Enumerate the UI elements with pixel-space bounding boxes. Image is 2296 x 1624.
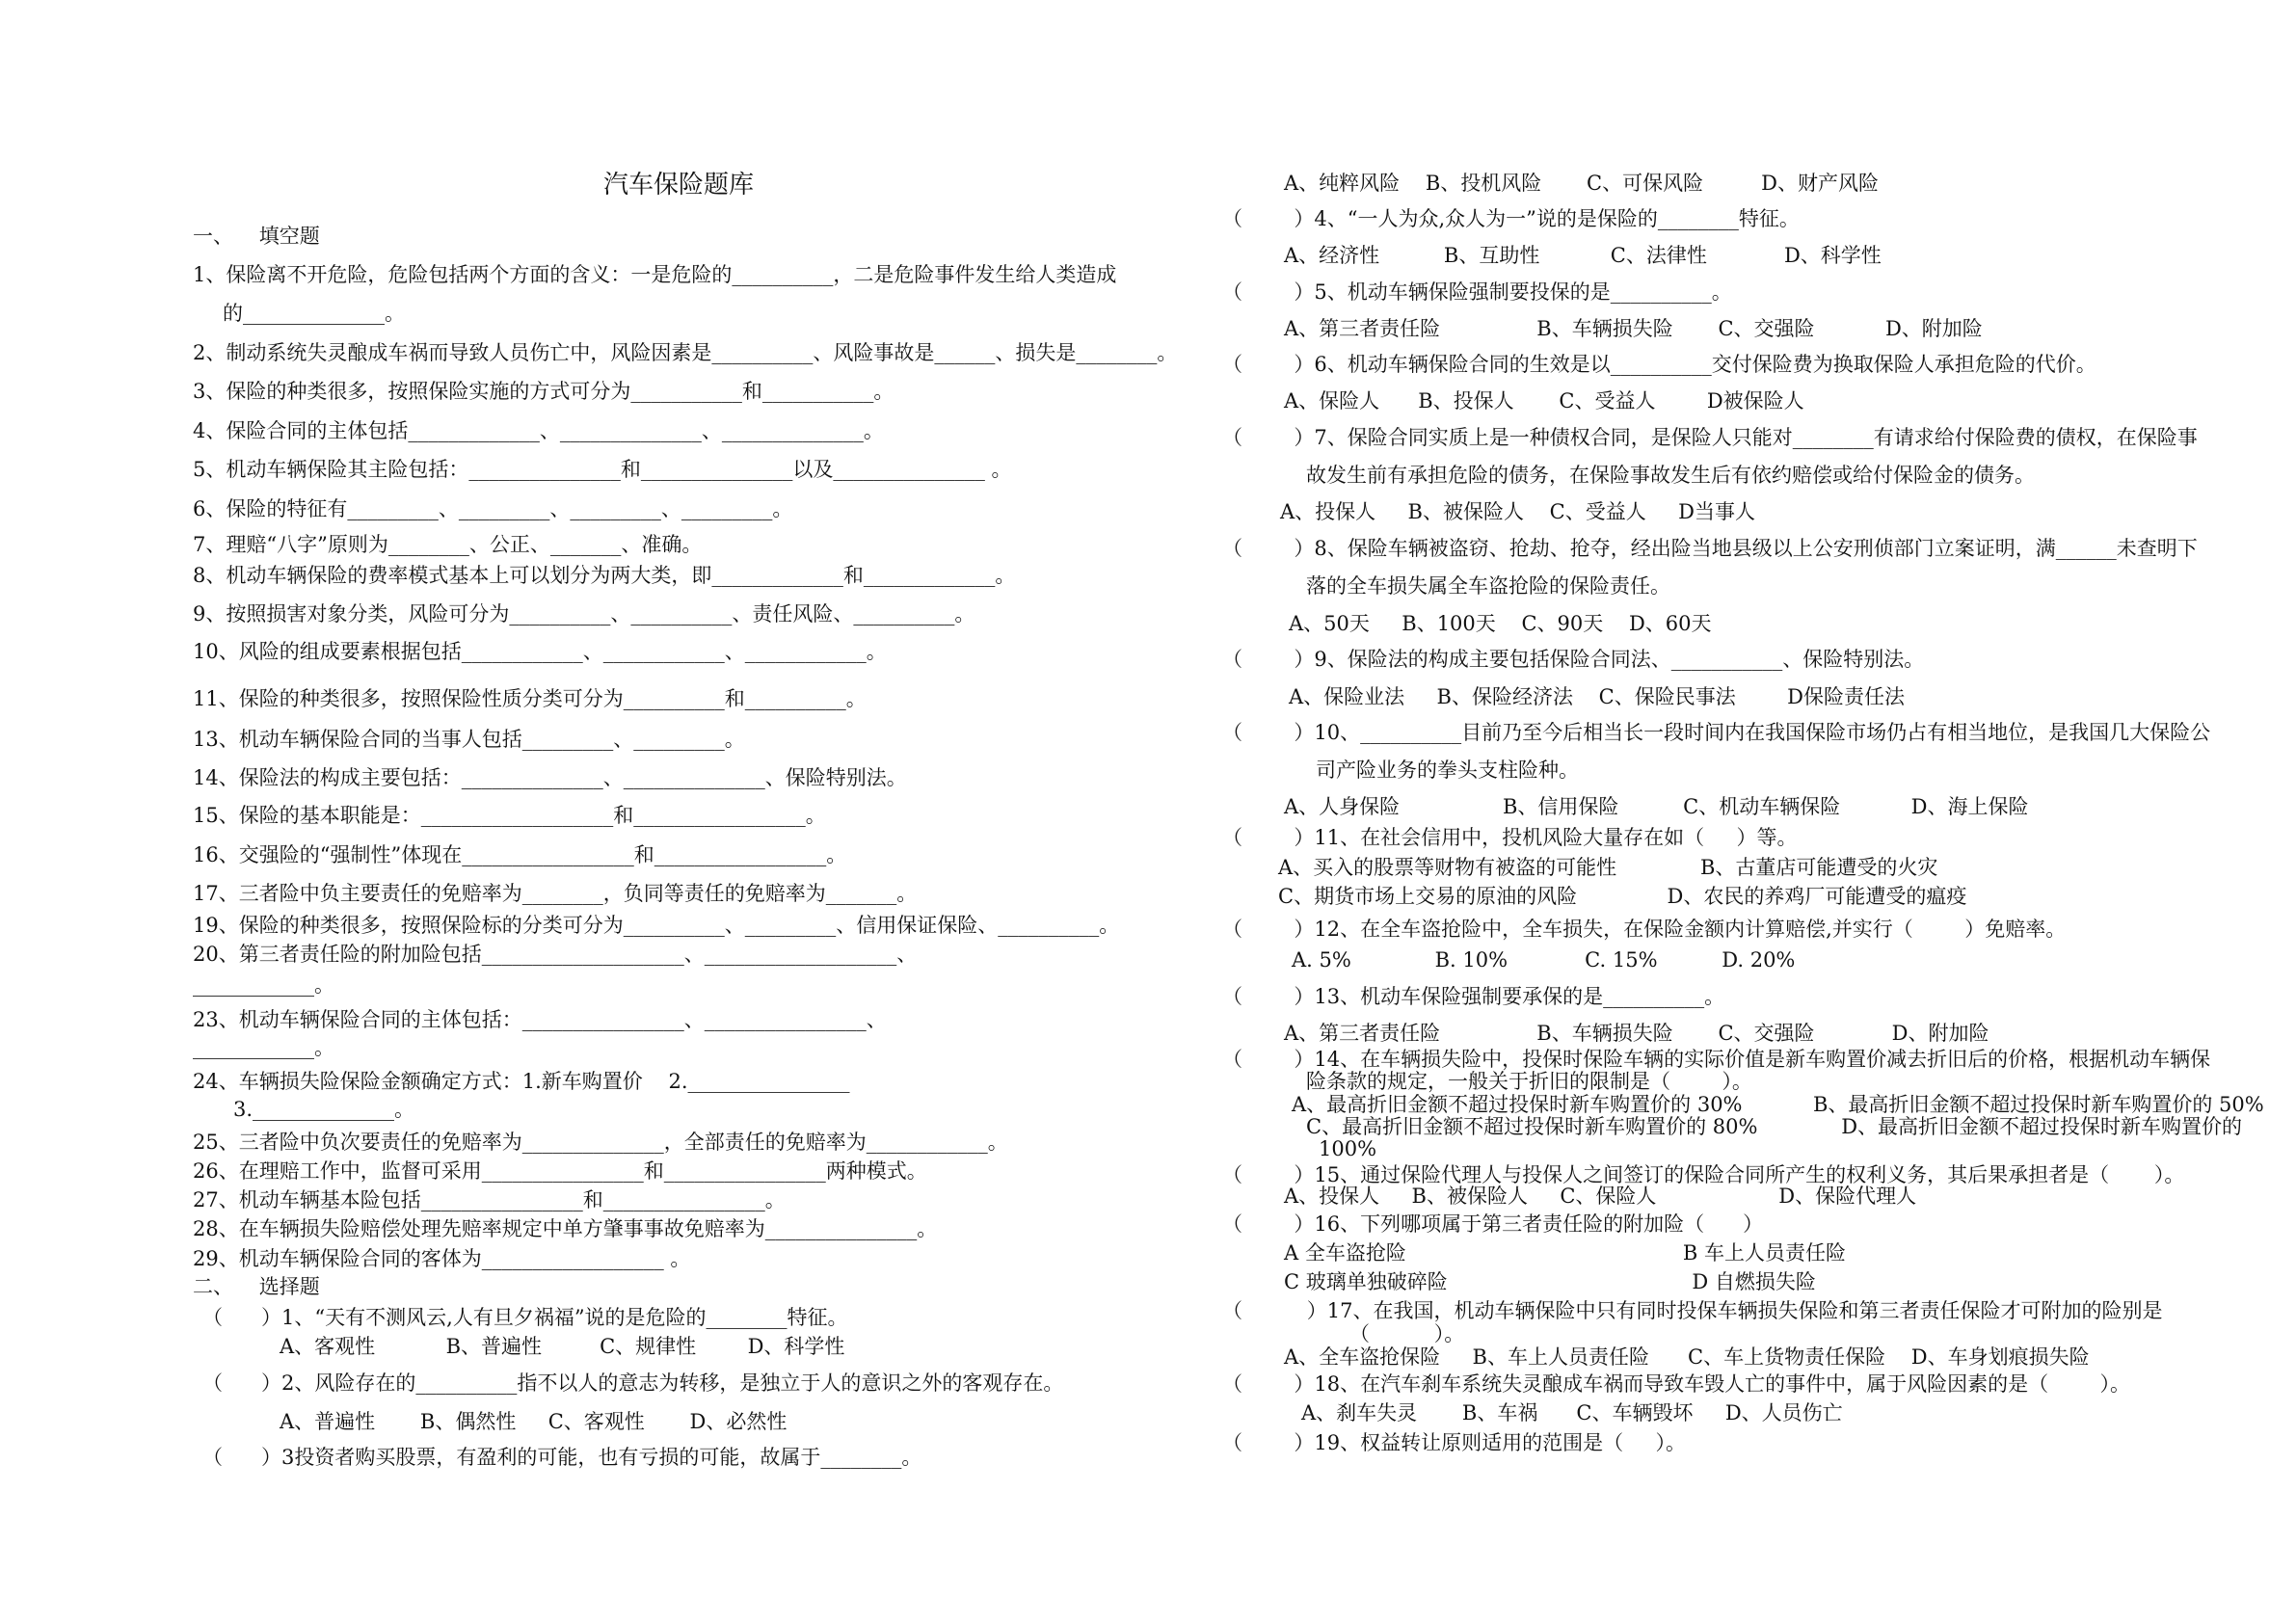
question-line: 1、保险离不开危险，危险包括两个方面的含义：一是危险的__________，二是危险事件发生给人类造成 <box>193 263 1117 286</box>
question-line: 17、三者险中负主要责任的免赔率为________，负同等责任的免赔率为_______。 <box>193 882 918 905</box>
question-line: （ ）12、在全车盗抢险中，全车损失，在保险金额内计算赔偿,并实行（ ）免赔率。 <box>1222 918 2067 941</box>
question-line: （ ）2、风险存在的__________指不以人的意志为转移，是独立于人的意识之外的客观存在。 <box>202 1371 1064 1395</box>
question-line: 故发生前有承担危险的债务，在保险事故发生后有依约赔偿或给付保险金的债务。 <box>1306 464 2035 487</box>
option-line: A、第三者责任险 B、车辆损失险 C、交强险 D、附加险 <box>1284 1022 1989 1045</box>
question-line: （ ）17、在我国，机动车辆保险中只有同时投保车辆损失保险和第三者责任保险才可附加的险别是 <box>1222 1299 2163 1322</box>
question-line: （ ）16、下列哪项属于第三者责任险的附加险（ ） <box>1222 1212 1764 1236</box>
question-line: 4、保险合同的主体包括_____________、______________、______________。 <box>193 419 884 442</box>
option-line: C 玻璃单独破碎险 D 自燃损失险 <box>1284 1270 1816 1293</box>
option-line: 100% <box>1319 1137 1377 1160</box>
question-line: 28、在车辆损失险赔偿处理先赔率规定中单方肇事事故免赔率为_______________。 <box>193 1217 938 1240</box>
question-line: 19、保险的种类很多，按照保险标的分类可分为__________、_________、信用保证保险、__________。 <box>193 914 1120 937</box>
question-line: 20、第三者责任险的附加险包括____________________、___________________、 <box>193 943 918 966</box>
question-line: 2、制动系统失灵酿成车祸而导致人员伤亡中，风险因素是__________、风险事故是______、损失是________。 <box>193 341 1178 364</box>
question-line: （ ）3投资者购买股票，有盈利的可能，也有亏损的可能，故属于________。 <box>202 1446 922 1469</box>
question-line: 24、车辆损失险保险金额确定方式：1.新车购置价 2.________________ <box>193 1070 850 1093</box>
page-title: 汽车保险题库 <box>603 171 755 200</box>
question-line: （ ）6、机动车辆保险合同的生效是以__________交付保险费为换取保险人承担危险的代价。 <box>1222 353 2096 376</box>
question-line: 险条款的规定，一般关于折旧的限制是（ ）。 <box>1306 1070 1752 1093</box>
question-line: 3、保险的种类很多，按照保险实施的方式可分为___________和___________。 <box>193 380 894 403</box>
question-line: ____________。 <box>193 973 334 997</box>
option-line: A、投保人 B、被保险人 C、保险人 D、保险代理人 <box>1284 1185 1917 1208</box>
question-line: 10、风险的组成要素根据包括____________、____________、____________。 <box>193 640 887 663</box>
question-line: （ ）5、机动车辆保险强制要投保的是__________。 <box>1222 280 1732 304</box>
option-line: A、全车盗抢保险 B、车上人员责任险 C、车上货物责任保险 D、车身划痕损失险 <box>1284 1345 2090 1369</box>
question-line: ____________。 <box>193 1036 334 1059</box>
question-line: （ ）8、保险车辆被盗窃、抢劫、抢夺，经出险当地县级以上公安刑侦部门立案证明，满______未查明下 <box>1222 537 2198 560</box>
question-line: 23、机动车辆保险合同的主体包括：________________、________________、 <box>193 1008 887 1031</box>
option-line: A、50天 B、100天 C、90天 D、60天 <box>1289 612 1712 635</box>
question-line: 26、在理赔工作中，监督可采用________________和________________两种模式。 <box>193 1159 927 1183</box>
option-line: A、客观性 B、普遍性 C、规律性 D、科学性 <box>280 1335 845 1358</box>
option-line: A、普遍性 B、偶然性 C、客观性 D、必然性 <box>280 1410 788 1433</box>
question-line: 29、机动车辆保险合同的客体为__________________ 。 <box>193 1247 691 1270</box>
question-line: （ ）18、在汽车刹车系统失灵酿成车祸而导致车毁人亡的事件中，属于风险因素的是（ ）。 <box>1222 1372 2131 1396</box>
question-line: （ ）10、__________目前乃至今后相当长一段时间内在我国保险市场仍占有相当地位，是我国几大保险公 <box>1222 721 2211 744</box>
question-line: 14、保险法的构成主要包括：______________、______________、保险特别法。 <box>193 766 907 789</box>
section-heading-fill-in: 一、 填空题 <box>193 225 320 248</box>
option-line: A、刹车失灵 B、车祸 C、车辆毁坏 D、人员伤亡 <box>1301 1401 1843 1424</box>
question-line: （ ）。 <box>1349 1322 1465 1345</box>
question-line: 15、保险的基本职能是：___________________和_________________。 <box>193 804 826 827</box>
option-line: A、保险业法 B、保险经济法 C、保险民事法 D保险责任法 <box>1289 685 1905 708</box>
question-line: 11、保险的种类很多，按照保险性质分类可分为__________和__________。 <box>193 687 867 710</box>
question-line: 的______________。 <box>223 302 405 325</box>
option-line: C、最高折旧金额不超过投保时新车购置价的 80% D、最高折旧金额不超过投保时新车购置价的 <box>1306 1115 2243 1138</box>
question-line: （ ）1、“天有不测风云,人有旦夕祸福”说的是危险的________特征。 <box>202 1306 848 1329</box>
question-line: （ ）14、在车辆损失险中，投保时保险车辆的实际价值是新车购置价减去折旧后的价格，根据机动车辆保 <box>1222 1048 2211 1071</box>
question-line: 5、机动车辆保险其主险包括：_______________和_______________以及_______________ 。 <box>193 458 1012 481</box>
question-line: 27、机动车辆基本险包括________________和________________。 <box>193 1188 786 1211</box>
option-line: A、最高折旧金额不超过投保时新车购置价的 30% B、最高折旧金额不超过投保时新车购置价的 50% <box>1292 1093 2264 1116</box>
question-line: 13、机动车辆保险合同的当事人包括_________、_________。 <box>193 728 745 751</box>
question-line: （ ）9、保险法的构成主要包括保险合同法、___________、保险特别法。 <box>1222 648 1925 671</box>
option-line: C、期货市场上交易的原油的风险 D、农民的养鸡厂可能遭受的瘟疫 <box>1278 885 1967 908</box>
option-line: A. 5% B. 10% C. 15% D. 20% <box>1292 948 1796 972</box>
question-line: 8、机动车辆保险的费率模式基本上可以划分为两大类，即_____________和_____________。 <box>193 564 1016 587</box>
option-line: A 全车盗抢险 B 车上人员责任险 <box>1284 1241 1846 1265</box>
question-line: 25、三者险中负次要责任的免赔率为______________，全部责任的免赔率为____________。 <box>193 1131 1008 1154</box>
question-line: （ ）7、保险合同实质上是一种债权合同，是保险人只能对________有请求给付保险费的债权，在保险事 <box>1222 426 2198 449</box>
question-line: （ ）4、“一人为众,众人为一”说的是保险的________特征。 <box>1222 207 1800 230</box>
question-line: 落的全车损失属全车盗抢险的保险责任。 <box>1306 574 1670 598</box>
option-line: A、保险人 B、投保人 C、受益人 D被保险人 <box>1284 389 1804 413</box>
question-line: 16、交强险的“强制性”体现在_________________和_________________。 <box>193 843 847 866</box>
question-line: 3.______________。 <box>233 1098 415 1121</box>
question-line: 司产险业务的拳头支柱险种。 <box>1316 759 1579 782</box>
question-line: （ ）19、权益转让原则适用的范围是（ ）。 <box>1222 1431 1686 1454</box>
option-line: A、纯粹风险 B、投机风险 C、可保风险 D、财产风险 <box>1284 172 1880 195</box>
question-line: （ ）15、通过保险代理人与投保人之间签订的保险合同所产生的权利义务，其后果承担者是（ ）。 <box>1222 1163 2185 1186</box>
question-line: 7、理赔“八字”原则为________、公正、_______、准确。 <box>193 533 703 556</box>
option-line: A、买入的股票等财物有被盗的可能性 B、古董店可能遭受的火灾 <box>1278 856 1938 879</box>
question-line: 6、保险的特征有_________、_________、_________、_________。 <box>193 497 793 520</box>
option-line: A、经济性 B、互助性 C、法律性 D、科学性 <box>1284 244 1882 267</box>
option-line: A、人身保险 B、信用保险 C、机动车辆保险 D、海上保险 <box>1284 795 2029 818</box>
question-line: （ ）13、机动车保险强制要承保的是__________。 <box>1222 985 1725 1008</box>
option-line: A、投保人 B、被保险人 C、受益人 D当事人 <box>1280 500 1755 523</box>
question-line: （ ）11、在社会信用中，投机风险大量存在如（ ）等。 <box>1222 826 1798 849</box>
option-line: A、第三者责任险 B、车辆损失险 C、交强险 D、附加险 <box>1284 317 1983 340</box>
question-line: 9、按照损害对象分类，风险可分为__________、__________、责任风险、__________。 <box>193 602 975 626</box>
section-heading-choice: 二、 选择题 <box>193 1275 320 1298</box>
